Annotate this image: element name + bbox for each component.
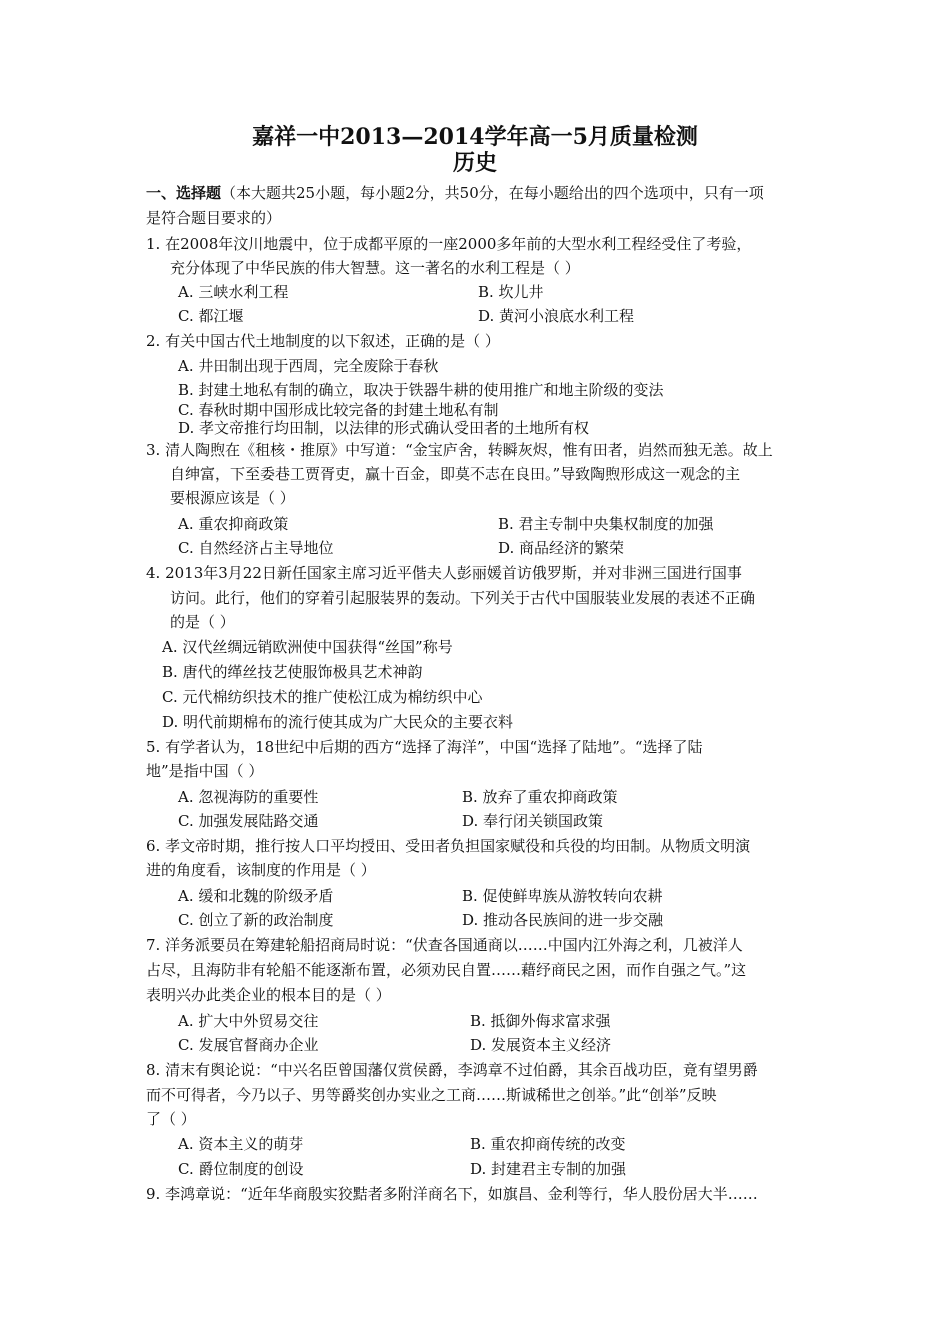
- question-5-stem-cont: 地”是指中国（ ）: [146, 762, 264, 780]
- subject-title: 历史: [452, 150, 497, 176]
- question-3-stem-cont-1: 自绅富，下至委巷工贾胥吏，赢十百金，即莫不志在良田。”导致陶煦形成这一观念的主: [170, 465, 741, 483]
- question-6-option-c: C. 创立了新的政治制度: [178, 911, 334, 929]
- question-7-option-b: B. 抵御外侮求富求强: [470, 1012, 611, 1030]
- question-7-option-d: D. 发展资本主义经济: [470, 1036, 612, 1054]
- question-7-stem-cont-2: 表明兴办此类企业的根本目的是（ ）: [146, 986, 391, 1004]
- section-heading: 一、选择题: [146, 184, 222, 202]
- question-2-option-a: A. 井田制出现于西周，完全废除于春秋: [178, 357, 439, 375]
- question-8-stem: 8. 清末有舆论说：“中兴名臣曾国藩仅赏侯爵，李鸿章不过伯爵，其余百战功臣，竟有望男爵: [146, 1061, 758, 1079]
- question-3-option-a: A. 重农抑商政策: [178, 515, 289, 533]
- question-3-option-d: D. 商品经济的繁荣: [498, 539, 625, 557]
- question-1-option-a: A. 三峡水利工程: [178, 283, 289, 301]
- question-1-stem: 1. 在2008年汶川地震中，位于成都平原的一座2000多年前的大型水利工程经受住了考验，: [146, 235, 752, 253]
- question-3-stem: 3. 清人陶煦在《租核・推原》中写道：“金宝庐舍，转瞬灰烬，惟有田者，岿然而独无恙。故上: [146, 441, 773, 459]
- question-8-stem-cont-1: 而不可得者，今乃以子、男等爵奖创办实业之工商……斯诚稀世之创举。”此“创举”反映: [146, 1086, 717, 1104]
- question-1-stem-cont: 充分体现了中华民族的伟大智慧。这一著名的水利工程是（ ）: [170, 259, 580, 277]
- question-7-stem: 7. 洋务派要员在筹建轮船招商局时说：“伏查各国通商以……中国内江外海之利，几被洋人: [146, 936, 743, 954]
- question-4-option-a: A. 汉代丝绸远销欧洲使中国获得“丝国”称号: [162, 638, 453, 656]
- exam-title: 嘉祥一中2013—2014学年高一5月质量检测: [252, 124, 698, 150]
- question-5-stem: 5. 有学者认为，18世纪中后期的西方“选择了海洋”，中国“选择了陆地”。“选择了陆: [146, 738, 703, 756]
- question-1-option-b: B. 坎儿井: [478, 283, 544, 301]
- section-header: [146, 183, 764, 203]
- question-1-option-d: D. 黄河小浪底水利工程: [478, 307, 635, 325]
- question-2-stem: 2. 有关中国古代土地制度的以下叙述，正确的是（ ）: [146, 332, 500, 350]
- question-4-stem: 4. 2013年3月22日新任国家主席习近平偕夫人彭丽媛首访俄罗斯，并对非洲三国进行国事: [146, 564, 742, 582]
- question-2-option-c: C. 春秋时期中国形成比较完备的封建土地私有制: [178, 401, 499, 419]
- question-7-option-c: C. 发展官督商办企业: [178, 1036, 319, 1054]
- question-4-option-c: C. 元代棉纺织技术的推广使松江成为棉纺织中心: [162, 688, 483, 706]
- question-8-option-b: B. 重农抑商传统的改变: [470, 1135, 626, 1153]
- question-3-stem-cont-2: 要根源应该是（ ）: [170, 489, 295, 507]
- question-7-option-a: A. 扩大中外贸易交往: [178, 1012, 319, 1030]
- question-6-stem: 6. 孝文帝时期，推行按人口平均授田、受田者负担国家赋役和兵役的均田制。从物质文明演: [146, 837, 751, 855]
- question-6-stem-cont: 进的角度看，该制度的作用是（ ）: [146, 861, 376, 879]
- question-8-option-c: C. 爵位制度的创设: [178, 1160, 304, 1178]
- question-6-option-b: B. 促使鲜卑族从游牧转向农耕: [462, 887, 663, 905]
- question-5-option-d: D. 奉行闭关锁国政策: [462, 812, 604, 830]
- question-4-option-d: D. 明代前期棉布的流行使其成为广大民众的主要衣料: [162, 713, 514, 731]
- question-6-option-d: D. 推动各民族间的进一步交融: [462, 911, 664, 929]
- question-7-stem-cont-1: 占尽，且海防非有轮船不能逐渐布置，必须劝民自置……藉纾商民之困，而作自强之气。”这: [146, 961, 747, 979]
- question-2-option-b: B. 封建土地私有制的确立，取决于铁器牛耕的使用推广和地主阶级的变法: [178, 381, 664, 399]
- question-1-option-c: C. 都江堰: [178, 307, 244, 325]
- question-9-stem: 9. 李鸿章说：“近年华商殷实狡黠者多附洋商名下，如旗昌、金利等行，华人股份居大半……: [146, 1185, 758, 1203]
- question-3-option-c: C. 自然经济占主导地位: [178, 539, 334, 557]
- question-4-option-b: B. 唐代的缂丝技艺使服饰极具艺术神韵: [162, 663, 423, 681]
- question-2-option-d: D. 孝文帝推行均田制，以法律的形式确认受田者的土地所有权: [178, 419, 590, 437]
- question-8-stem-cont-2: 了（ ）: [146, 1110, 196, 1128]
- question-8-option-d: D. 封建君主专制的加强: [470, 1160, 627, 1178]
- section-instruction: （本大题共25小题，每小题2分，共50分，在每小题给出的四个选项中，只有一项: [221, 184, 764, 202]
- question-4-stem-cont-2: 的是（ ）: [170, 613, 235, 631]
- question-3-option-b: B. 君主专制中央集权制度的加强: [498, 515, 714, 533]
- question-5-option-a: A. 忽视海防的重要性: [178, 788, 319, 806]
- question-5-option-c: C. 加强发展陆路交通: [178, 812, 319, 830]
- question-8-option-a: A. 资本主义的萌芽: [178, 1135, 304, 1153]
- question-6-option-a: A. 缓和北魏的阶级矛盾: [178, 887, 334, 905]
- question-4-stem-cont-1: 访问。此行，他们的穿着引起服装界的轰动。下列关于古代中国服装业发展的表述不正确: [170, 589, 756, 607]
- question-5-option-b: B. 放弃了重农抑商政策: [462, 788, 618, 806]
- section-instruction-cont: 是符合题目要求的）: [146, 209, 282, 227]
